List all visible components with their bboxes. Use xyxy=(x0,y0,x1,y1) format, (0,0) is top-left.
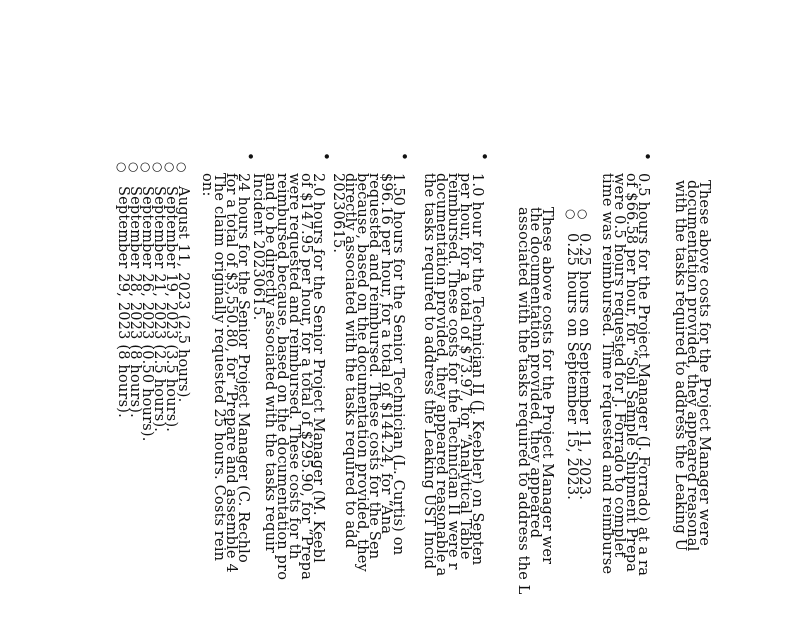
tech2-paragraph-line: reimbursed. These costs for the Technician II were r xyxy=(445,173,461,570)
spm2-paragraph-line: The claim originally requested 25 hours. Costs rein xyxy=(211,173,227,562)
pm-dates-line: 0.25 hours on September 15, 2023. xyxy=(564,233,580,501)
circle-bullet-icon: ○ xyxy=(564,209,578,220)
spm2-dates-line: September 21, 2023 (2.5 hours). xyxy=(151,186,167,433)
circle-bullet-icon: ○ xyxy=(163,162,177,173)
spm2-dates-line: September 29, 2023 (8 hours). xyxy=(115,186,131,418)
tech2-paragraph-line: per hour, for a total of $73.97, for “Analytical Table xyxy=(457,173,473,560)
tech2-paragraph-line: 1.0 hour for the Technician II (J. Keebler) on Septen xyxy=(469,173,485,566)
bullet-icon: • xyxy=(638,152,656,161)
spm2-paragraph-line: for a total of $3,550.80, for “Prepare and assemble 4 xyxy=(223,173,239,573)
bullet-icon: • xyxy=(241,152,259,161)
spm-paragraph-line: Incident 20230615. xyxy=(250,173,266,321)
circle-bullet-icon: ○ xyxy=(175,162,189,173)
pm-summary-line: These above costs for the Project Manager wer xyxy=(539,207,555,565)
spm-paragraph-line: 2.0 hours for the Senior Project Manager (M. Keebl xyxy=(310,173,326,563)
pm-dates-line: 0.25 hours on September 11, 2023. xyxy=(576,233,592,501)
pm-paragraph-line: were 0.5 hours requested for J. Forrado to complet xyxy=(611,173,627,558)
tech2-paragraph-line: the tasks required to address the Leaking UST Incid xyxy=(421,173,437,570)
bullet-icon: • xyxy=(317,152,335,161)
senior-tech-paragraph-line: 20230615. xyxy=(330,173,346,254)
spm-paragraph-line: were requested and reimbursed. These costs for th xyxy=(286,173,302,560)
spm2-paragraph-line: 24 hours for the Senior Project Manager (C. Rechlo xyxy=(235,173,251,563)
pm-paragraph-line: 0.5 hours for the Project Manager (J. Forrado) at a ra xyxy=(635,173,651,577)
circle-bullet-icon: ○ xyxy=(127,162,141,173)
senior-tech-paragraph-line: because, based on the documentation provided, they xyxy=(354,173,370,572)
senior-tech-paragraph-line: 1.50 hours for the Senior Technician (L. Curtis) on xyxy=(390,173,406,556)
spm2-dates-line: August 11, 2023 (2.5 hours). xyxy=(175,186,191,403)
bullet-icon: • xyxy=(395,152,413,161)
pm-paragraph-line: of $66.58 per hour, for “Soil Sample Shipment Prepa xyxy=(623,173,639,573)
spm2-dates-line: September 26, 2023 (0.50 hours). xyxy=(139,186,155,442)
senior-tech-paragraph-line: directly associated with the tasks required to add xyxy=(342,173,358,549)
circle-bullet-icon: ○ xyxy=(576,209,590,220)
intro-line: with the tasks required to address the Leaking U xyxy=(672,180,688,552)
spm-paragraph-line: reimbursed because, based on the documentation pro xyxy=(274,173,290,581)
senior-tech-paragraph-line: requested and reimbursed. These costs for the Sen xyxy=(366,173,382,560)
spm-paragraph-line: of $147.95 per hour, for a total of $295.90, for “Prepa xyxy=(298,173,314,580)
pm-paragraph-line: time was reimbursed. Time requested and reimburse xyxy=(599,173,615,575)
senior-tech-paragraph-line: $96.16 per hour, for a total of $144.24, for “Ana xyxy=(378,173,394,535)
intro-line: documentation provided, they appeared reasonal xyxy=(684,180,700,552)
spm2-dates-line: September 28, 2023 (8 hours). xyxy=(127,186,143,418)
intro-line: These above costs for the Project Manager were xyxy=(696,180,712,547)
bullet-icon: • xyxy=(475,152,493,161)
circle-bullet-icon: ○ xyxy=(151,162,165,173)
circle-bullet-icon: ○ xyxy=(139,162,153,173)
circle-bullet-icon: ○ xyxy=(115,162,129,173)
spm2-dates-line: September 19, 2023 (3.5 hours). xyxy=(163,186,179,433)
pm-summary-line: the documentation provided, they appeared xyxy=(527,207,543,539)
spm2-paragraph-line: on: xyxy=(199,173,215,197)
spm-paragraph-line: and to be directly associated with the tasks requir xyxy=(262,173,278,554)
tech2-paragraph-line: documentation provided, they appeared reasonable a xyxy=(433,173,449,577)
pm-summary-line: associated with the tasks required to address the L xyxy=(515,207,531,595)
